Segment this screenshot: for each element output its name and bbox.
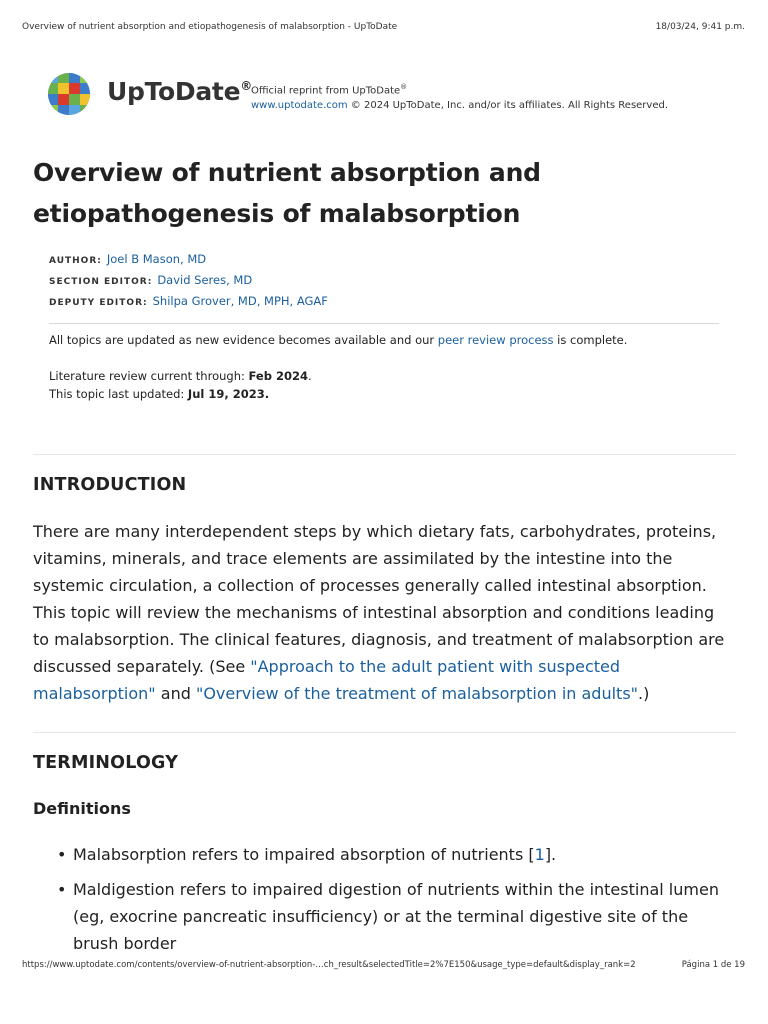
uptodate-site-link[interactable]: www.uptodate.com xyxy=(251,100,348,112)
print-header-datetime: 18/03/24, 9:41 p.m. xyxy=(655,22,745,32)
page-number: Página 1 de 19 xyxy=(681,960,745,970)
approach-malabsorption-link[interactable]: "Approach to the adult patient with suspected malabsorption" xyxy=(33,657,621,703)
reference-link[interactable]: 1 xyxy=(534,845,545,864)
section-editor-link[interactable]: David Seres, MD xyxy=(157,273,253,287)
article-title: Overview of nutrient absorption and etiopathogenesis of malabsorption xyxy=(33,158,541,228)
logo-wordmark[interactable]: UpToDate® xyxy=(107,77,252,106)
definitions-list xyxy=(57,841,727,965)
terminology-heading: TERMINOLOGY xyxy=(33,753,179,773)
copyright-text: © 2024 UpToDate, Inc. and/or its affiliates. All Rights Reserved. xyxy=(350,100,669,112)
uptodate-logo-icon[interactable] xyxy=(47,72,91,116)
divider xyxy=(49,323,719,324)
article-credits xyxy=(49,250,328,313)
section-divider xyxy=(33,732,736,733)
last-updated-date: Jul 19, 2023. xyxy=(187,387,270,401)
deputy-editor-link[interactable]: Shilpa Grover, MD, MPH, AGAF xyxy=(152,294,328,308)
print-header-title: Overview of nutrient absorption and etiopathogenesis of malabsorption - UpToDate xyxy=(22,22,398,32)
bullet-icon: • xyxy=(57,880,67,899)
reprint-registered-mark: ® xyxy=(400,83,408,91)
reprint-notice xyxy=(251,80,668,113)
section-divider xyxy=(33,454,736,455)
introduction-paragraph: There are many interdependent steps by which dietary fats, carbohydrates, proteins, vitamins, minerals, and trace elements are assimilated by the intestine into the systemic circulation, a collection of processes generally called intestinal absorption. This topic will review the mechanisms of intestinal absorption and conditions leading to malabsorption. The clinical features, diagnosis, and treatment of malabsorption are discussed separately. (See "Approach to the adult patient with suspected malabsorption" and "Overview of the treatment of malabsorption in adults".) xyxy=(33,522,725,703)
bullet-icon: • xyxy=(57,845,67,864)
treatment-malabsorption-link[interactable]: "Overview of the treatment of malabsorption in adults" xyxy=(195,684,639,703)
branding-header xyxy=(47,72,687,120)
reprint-line: Official reprint from UpToDate xyxy=(251,85,401,97)
credit-deputy-editor: DEPUTY EDITOR: Shilpa Grover, MD, MPH, AGAF xyxy=(49,294,328,308)
review-info xyxy=(49,367,312,403)
author-link[interactable]: Joel B Mason, MD xyxy=(106,252,207,266)
literature-review-line: Literature review current through: Feb 2024. xyxy=(49,369,312,383)
last-updated-line: This topic last updated: Jul 19, 2023. xyxy=(49,387,270,401)
list-item: • Maldigestion refers to impaired digestion of nutrients within the intestinal lumen (eg, exocrine pancreatic insufficiency) or at the terminal digestive site of the brush border xyxy=(57,876,727,957)
definitions-subheading: Definitions xyxy=(33,799,131,818)
peer-review-link[interactable]: peer review process xyxy=(437,333,554,347)
credit-author: AUTHOR: Joel B Mason, MD xyxy=(49,252,207,266)
print-header xyxy=(22,22,745,34)
update-note: All topics are updated as new evidence becomes available and our peer review process is complete. xyxy=(49,333,628,347)
literature-review-date: Feb 2024 xyxy=(248,369,308,383)
credit-section-editor: SECTION EDITOR: David Seres, MD xyxy=(49,273,253,287)
list-item: • Malabsorption refers to impaired absorption of nutrients [1]. xyxy=(57,841,727,868)
print-footer xyxy=(22,960,745,972)
print-footer-url: https://www.uptodate.com/contents/overview-of-nutrient-absorption-…ch_result&selectedTitle=2%7E150&usage_type=default&display_rank=2 xyxy=(22,960,636,970)
introduction-heading: INTRODUCTION xyxy=(33,475,187,495)
